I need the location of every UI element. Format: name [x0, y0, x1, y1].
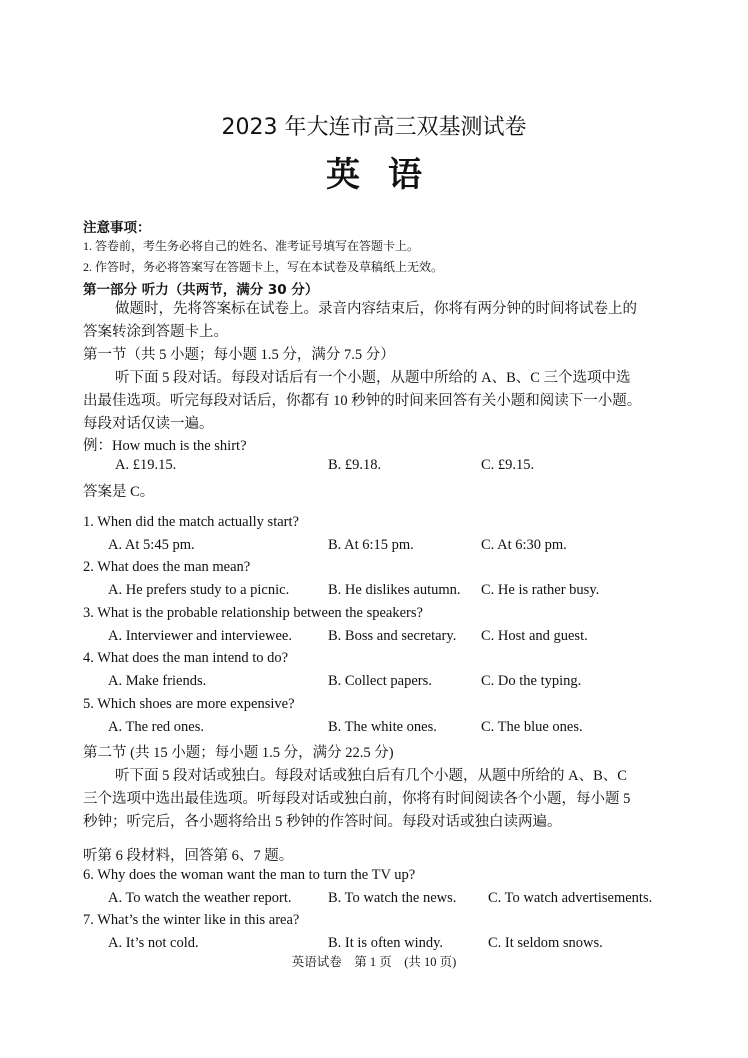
q5-option-c: C. The blue ones. — [481, 719, 583, 735]
section1-heading: 第一节（共 5 小题；每小题 1.5 分，满分 7.5 分） — [83, 347, 395, 363]
question-7: 7. What’s the winter like in this area? — [83, 912, 300, 928]
question-5: 5. Which shoes are more expensive? — [83, 696, 295, 712]
q5-option-b: B. The white ones. — [328, 719, 437, 735]
page-footer: 英语试卷 第 1 页 (共 10 页) — [291, 955, 457, 969]
q4-option-a: A. Make friends. — [108, 673, 207, 689]
q2-option-c: C. He is rather busy. — [481, 582, 600, 598]
q4-option-c: C. Do the typing. — [481, 673, 582, 689]
notes-item-2: 2. 作答时，务必将答案写在答题卡上，写在本试卷及草稿纸上无效。 — [83, 260, 444, 274]
part1-intro-line-1: 做题时，先将答案标在试卷上。录音内容结束后，你将有两分钟的时间将试卷上的 — [115, 301, 637, 317]
part1-intro-line-2: 答案转涂到答题卡上。 — [83, 324, 228, 340]
q6-option-b: B. To watch the news. — [328, 890, 457, 906]
question-3: 3. What is the probable relationship between the speakers? — [83, 605, 423, 621]
section1-instruction-3: 每段对话仅读一遍。 — [83, 416, 214, 432]
section2-instruction-1: 听下面 5 段对话或独白。每段对话或独白后有几个小题，从题中所给的 A、B、C — [115, 768, 627, 784]
q2-option-b: B. He dislikes autumn. — [328, 582, 461, 598]
part1-heading: 第一部分 听力（共两节，满分 30 分） — [83, 282, 319, 298]
example-option-b: B. £9.18. — [328, 457, 382, 473]
example-option-a: A. £19.15. — [115, 457, 177, 473]
section2-instruction-3: 秒钟；听完后，各小题将给出 5 秒钟的作答时间。每段对话或独白读两遍。 — [83, 814, 562, 830]
q3-option-a: A. Interviewer and interviewee. — [108, 628, 292, 644]
q1-option-a: A. At 5:45 pm. — [108, 537, 195, 553]
subject-title: 英语 — [326, 155, 450, 195]
exam-title: 2023 年大连市高三双基测试卷 — [221, 115, 527, 140]
example-answer: 答案是 C。 — [83, 484, 155, 500]
section2-heading: 第二节 (共 15 小题；每小题 1.5 分，满分 22.5 分) — [83, 745, 394, 761]
q1-option-c: C. At 6:30 pm. — [481, 537, 567, 553]
example-question: 例：How much is the shirt? — [83, 438, 247, 454]
question-6: 6. Why does the woman want the man to turn the TV up? — [83, 867, 416, 883]
section2-instruction-2: 三个选项中选出最佳选项。听每段对话或独白前，你将有时间阅读各个小题，每小题 5 — [83, 791, 631, 807]
material-label: 听第 6 段材料，回答第 6、7 题。 — [83, 848, 294, 864]
q3-option-c: C. Host and guest. — [481, 628, 588, 644]
notes-item-1: 1. 答卷前，考生务必将自己的姓名、准考证号填写在答题卡上。 — [83, 239, 420, 253]
question-1: 1. When did the match actually start? — [83, 514, 299, 530]
q7-option-a: A. It’s not cold. — [108, 935, 199, 951]
q4-option-b: B. Collect papers. — [328, 673, 432, 689]
q6-option-a: A. To watch the weather report. — [108, 890, 292, 906]
question-4: 4. What does the man intend to do? — [83, 650, 289, 666]
q2-option-a: A. He prefers study to a picnic. — [108, 582, 290, 598]
q7-option-b: B. It is often windy. — [328, 935, 444, 951]
q1-option-b: B. At 6:15 pm. — [328, 537, 414, 553]
question-2: 2. What does the man mean? — [83, 559, 251, 575]
q6-option-c: C. To watch advertisements. — [488, 890, 653, 906]
q3-option-b: B. Boss and secretary. — [328, 628, 457, 644]
example-option-c: C. £9.15. — [481, 457, 535, 473]
notes-heading: 注意事项： — [83, 220, 151, 236]
section1-instruction-1: 听下面 5 段对话。每段对话后有一个小题，从题中所给的 A、B、C 三个选项中选 — [115, 370, 631, 386]
section1-instruction-2: 出最佳选项。听完每段对话后，你都有 10 秒钟的时间来回答有关小题和阅读下一小题。 — [83, 393, 642, 409]
q7-option-c: C. It seldom snows. — [488, 935, 603, 951]
q5-option-a: A. The red ones. — [108, 719, 204, 735]
